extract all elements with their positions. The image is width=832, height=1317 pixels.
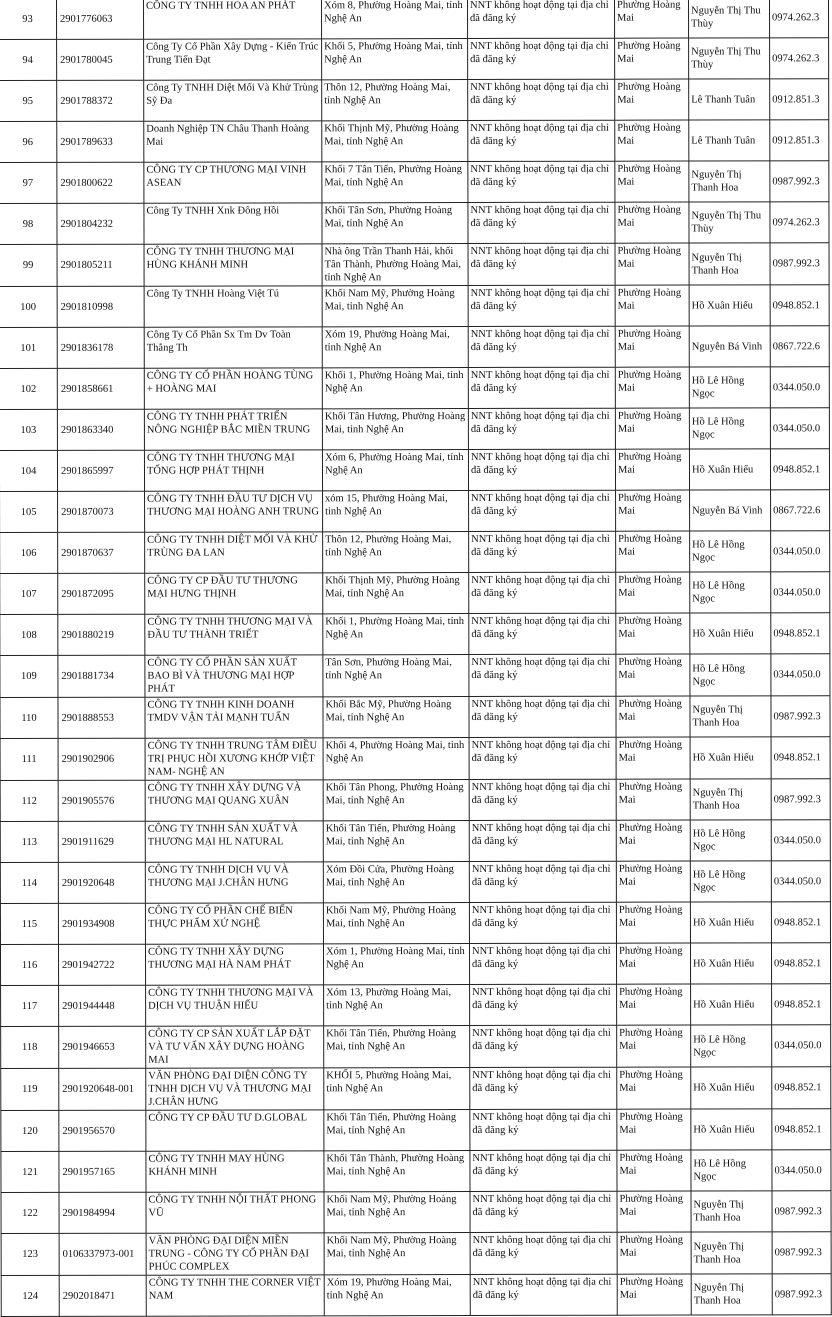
company-name: CÔNG TY TNHH DIỆT MỐI VÀ KHỬ TRÙNG ĐA LAN [145,532,323,573]
officer-phone: 0948.852.1 [771,737,830,779]
table-row [1,984,831,1027]
tax-officer: Hồ Lê Hồng Ngọc [689,408,770,449]
company-name: Công Ty TNHH Hoàng Việt Tú [144,286,322,327]
row-number: 108 [0,614,58,655]
tax-officer: Nguyễn Thị Thanh Hoa [689,243,770,285]
officer-phone: 0867.722.6 [771,490,830,531]
table-row [1,1150,831,1193]
status-note: NNT không hoạt động tại địa chỉ đã đăng ký [468,120,615,161]
table-row [0,449,830,492]
row-number: 123 [1,1233,59,1275]
table-row [0,161,829,204]
tax-officer: Hồ Lê Hồng Ngọc [690,820,771,861]
officer-phone: 0344.050.0 [771,861,830,902]
ward-name: Phường Hoàng Mai [615,38,689,79]
officer-phone: 0948.852.1 [772,1109,831,1150]
officer-phone: 0987.992.3 [771,696,830,737]
tax-code: 2901920648-001 [59,1068,146,1110]
officer-phone: 0974.262.3 [770,38,829,79]
company-name: CÔNG TY TNHH SẢN XUẤT VÀ THƯƠNG MẠI HL NATURAL [145,821,323,862]
ward-name: Phường Hoàng Mai [616,654,690,696]
company-name: CÔNG TY TNHH PHÁT TRIỂN NÔNG NGHIỆP BẮC MIỀN TRUNG [144,409,322,450]
tax-code: 2901810998 [57,286,144,327]
tax-code: 2901858661 [57,368,144,409]
tax-officer: Hồ Xuân Hiếu [690,902,771,943]
tax-officer: Lê Thanh Tuân [689,79,770,120]
ward-name: Phường Hoàng Mai [616,613,690,654]
business-address: Khối Tân Phong, Phường Hoàng Mai, tỉnh Nghệ An [323,780,469,821]
status-note: NNT không hoạt động tại địa chỉ đã đăng ký [469,861,616,902]
company-name: CÔNG TY TNHH DỊCH VỤ VÀ THƯƠNG MẠI J.CHÂN HƯNG [145,862,323,903]
tax-officer: Hồ Xuân Hiếu [689,449,770,490]
tax-code: 2901780045 [57,39,144,80]
status-note: NNT không hoạt động tại địa chỉ đã đăng ký [470,984,617,1025]
row-number: 107 [0,573,58,614]
ward-name: Phường Hoàng Mai [616,820,690,861]
tax-code: 2901776063 [57,0,144,39]
tax-code: 2901863340 [57,409,144,450]
officer-phone: 0344.050.0 [770,367,829,408]
status-note: NNT không hoạt động tại địa chỉ đã đăng ký [470,1109,617,1150]
tax-code: 2901957165 [59,1151,146,1192]
officer-phone: 0344.050.0 [771,572,830,613]
row-number: 103 [0,409,57,450]
tax-officer: Hồ Xuân Hiếu [689,285,770,326]
business-address: Khối Tân Thành, Phường Hoàng Mai, tỉnh Nghệ An [324,1151,470,1192]
row-number: 116 [0,944,58,985]
tax-officer: Hồ Lê Hồng Ngọc [691,1025,772,1067]
tax-officer: Lê Thanh Tuân [689,120,770,161]
officer-phone: 0344.050.0 [771,654,830,696]
company-name: CÔNG TY CP ĐẦU TƯ THƯƠNG MẠI HƯNG THỊNH [145,573,323,614]
row-number: 94 [0,39,57,80]
row-number: 121 [1,1151,59,1192]
company-name: CÔNG TY TNHH TRUNG TÂM ĐIỀU TRỊ PHỤC HỒI XƯƠNG KHỚP VIỆT NAM- NGHỆ AN [145,738,323,780]
officer-phone: 0987.992.3 [772,1232,831,1274]
company-name: CÔNG TY TNHH KINH DOANH TMDV VẬN TẢI MẠNH TUẤN [145,697,323,738]
business-address: Khối Nam Mỹ, Phường Hoàng Mai, tỉnh Nghệ An [323,903,469,944]
table-row [0,779,830,822]
status-note: NNT không hoạt động tại địa chỉ đã đăng ký [468,202,615,243]
table-row [0,326,829,369]
tax-officer: Hồ Xuân Hiếu [691,1109,772,1150]
business-address: Khối Nam Mỹ, Phường Hoàng Mai, tỉnh Nghệ An [324,1192,470,1233]
business-address: KHỐI 5, Phường Hoàng Mai, tỉnh Nghệ An [324,1068,470,1110]
tax-officer: Nguyễn Thị Thanh Hoa [691,1232,772,1274]
company-name: CÔNG TY CỔ PHẦN HOÀNG TÙNG + HOÀNG MAI [144,368,322,409]
ward-name: Phường Hoàng Mai [616,902,690,943]
company-name: Công Ty Cổ Phần Sx Tm Dv Toàn Thắng Th [144,327,322,368]
business-address: Khối Tân Hương, Phường Hoàng Mai, tỉnh Nghệ An [322,409,468,450]
tax-officer: Hồ Xuân Hiếu [690,943,771,984]
tax-code: 2901881734 [58,655,145,697]
officer-phone: 0344.050.0 [772,1025,831,1067]
ward-name: Phường Hoàng Mai [615,408,689,449]
ward-name: Phường Hoàng Mai [616,572,690,613]
tax-code: 2901888553 [58,697,145,738]
tax-officer: Nguyễn Thị Thanh Hoa [689,161,770,202]
company-name: VĂN PHÒNG ĐẠI DIỆN CÔNG TY TNHH DỊCH VỤ VÀ THƯƠNG MẠI J.CHÂN HƯNG [146,1068,324,1110]
company-name: CÔNG TY TNHH XÂY DỰNG THƯƠNG MẠI HÀ NAM PHÁT [145,944,323,985]
business-address: Khối Tân Sơn, Phường Hoàng Mai, tỉnh Nghệ An [322,203,468,244]
row-number: 114 [0,862,58,903]
tax-code: 2901805211 [57,244,144,286]
business-address: Khối Nam Mỹ, Phường Hoàng Mai, tỉnh Nghệ An [322,286,468,327]
row-number: 120 [1,1110,59,1151]
table-row [0,79,829,122]
row-number: 101 [0,327,57,368]
status-note: NNT không hoạt động tại địa chỉ đã đăng ký [469,531,616,572]
tax-officer: Hồ Lê Hồng Ngọc [689,367,770,408]
tax-code: 2901944448 [59,985,146,1026]
ward-name: Phường Hoàng Mai [615,326,689,367]
business-address: Khối 7 Tân Tiến, Phường Hoàng Mai, tỉnh Nghệ An [322,162,468,203]
status-note: NNT không hoạt động tại địa chỉ đã đăng ký [470,1150,617,1191]
business-address: Khối Tân Tiến, Phường Hoàng Mai, tỉnh Nghệ An [324,1026,470,1068]
ward-name: Phường Hoàng Mai [617,1191,691,1232]
ward-name: Phường Hoàng Mai [617,1150,691,1191]
business-address: Khối 1, Phường Hoàng Mai, tỉnh Nghệ An [323,614,469,655]
table-row [0,654,830,698]
company-name: Doanh Nghiệp TN Châu Thanh Hoàng Mai [144,121,322,162]
tax-code: 2901870073 [58,491,145,532]
business-address: Khối Thịnh Mỹ, Phường Hoàng Mai, tỉnh Nghệ An [323,573,469,614]
ward-name: Phường Hoàng Mai [617,1232,691,1274]
tax-officer: Hồ Lê Hồng Ngọc [690,654,771,696]
status-note: NNT không hoạt động tại địa chỉ đã đăng ký [469,696,616,737]
status-note: NNT không hoạt động tại địa chỉ đã đăng ký [468,38,615,79]
officer-phone: 0987.992.3 [772,1191,831,1232]
tax-officer: Nguyễn Thị Thu Thùy [689,202,770,243]
officer-phone: 0987.992.3 [772,1274,831,1315]
ward-name: Phường Hoàng Mai [616,490,690,531]
row-number: 104 [0,450,58,491]
tax-officer: Hồ Lê Hồng Ngọc [690,861,771,902]
row-number: 115 [0,903,58,944]
tax-officer: Nguyễn Thị Thu Thùy [689,38,770,79]
company-name: CÔNG TY TNHH XÂY DỰNG VÀ THƯƠNG MẠI QUANG XUÂN [145,780,323,821]
business-address: Khối 5, Phường Hoàng Mai, tỉnh Nghệ An [322,39,468,80]
business-address: Xóm Đồi Cửa, Phường Hoàng Mai, tỉnh Nghệ An [323,862,469,903]
status-note: NNT không hoạt động tại địa chỉ đã đăng ký [469,490,616,531]
tax-officer: Nguyễn Bá Vinh [689,326,770,367]
company-name: CÔNG TY TNHH THE CORNER VIỆT NAM [146,1275,324,1316]
row-number: 119 [1,1068,59,1110]
business-address: Nhà ông Trần Thanh Hải, khối Tân Thành, Phường Hoàng Mai, tỉnh Nghệ An [322,244,468,286]
table-row [0,861,830,904]
ward-name: Phường Hoàng Mai [614,0,688,38]
officer-phone: 0948.852.1 [772,984,831,1025]
officer-phone: 0948.852.1 [771,943,830,984]
status-note: NNT không hoạt động tại địa chỉ đã đăng ký [468,79,615,120]
status-note: NNT không hoạt động tại địa chỉ đã đăng ký [470,1191,617,1232]
table-row [1,1274,831,1317]
status-note: NNT không hoạt động tại địa chỉ đã đăng ký [469,737,616,779]
status-note: NNT không hoạt động tại địa chỉ đã đăng ký [469,943,616,984]
ward-name: Phường Hoàng Mai [615,449,689,490]
tax-officer: Nguyễn Thị Thanh Hoa [690,779,771,820]
officer-phone: 0974.262.3 [769,0,828,38]
status-note: NNT không hoạt động tại địa chỉ đã đăng ký [468,367,615,408]
officer-phone: 0867.722.6 [770,326,829,367]
status-note: NNT không hoạt động tại địa chỉ đã đăng ký [468,326,615,367]
status-note: NNT không hoạt động tại địa chỉ đã đăng ký [469,902,616,943]
table-row [0,285,829,328]
officer-phone: 0987.992.3 [770,243,829,285]
status-note: NNT không hoạt động tại địa chỉ đã đăng ký [470,1025,617,1067]
row-number: 117 [1,985,59,1026]
officer-phone: 0344.050.0 [772,1150,831,1191]
table-row [0,902,830,945]
table-row [1,1191,831,1234]
ward-name: Phường Hoàng Mai [616,696,690,737]
tax-officer: Nguyễn Thị Thanh Hoa [690,696,771,737]
business-address: Thôn 12, Phường Hoàng Mai, tỉnh Nghệ An [323,532,469,573]
row-number: 112 [0,780,58,821]
tax-code: 2901911629 [58,821,145,862]
tax-code: 2901788372 [57,80,144,121]
table-row [0,820,830,863]
status-note: NNT không hoạt động tại địa chỉ đã đăng ký [469,820,616,861]
ward-name: Phường Hoàng Mai [615,243,689,285]
row-number: 113 [0,821,58,862]
ward-name: Phường Hoàng Mai [615,161,689,202]
status-note: NNT không hoạt động tại địa chỉ đã đăng ký [468,243,615,285]
tax-code: 2901946653 [59,1026,146,1068]
tax-code: 2901870637 [58,532,145,573]
status-note: NNT không hoạt động tại địa chỉ đã đăng ký [469,572,616,613]
ward-name: Phường Hoàng Mai [615,367,689,408]
status-note: NNT không hoạt động tại địa chỉ đã đăng ký [468,0,615,39]
tax-code: 2901865997 [57,450,144,491]
officer-phone: 0948.852.1 [771,613,830,654]
business-address: Xóm 13, Phường Hoàng Mai, tỉnh Nghệ An [324,985,470,1026]
row-number: 95 [0,80,57,121]
tax-code: 2901836178 [57,327,144,368]
company-name: CÔNG TY TNHH ĐẦU TƯ DỊCH VỤ THƯƠNG MẠI HOÀNG ANH TRUNG [145,491,323,532]
business-address: Khối 4, Phường Hoàng Mai, tỉnh Nghệ An [323,738,469,780]
officer-phone: 0344.050.0 [771,531,830,572]
business-address: Khối Nam Mỹ, Phường Hoàng Mai, tỉnh Nghệ An [324,1233,470,1275]
row-number: 105 [0,491,58,532]
tax-code: 0106337973-001 [59,1233,146,1275]
table-row [1,1109,831,1152]
company-name: CÔNG TY TNHH HOA AN PHÁT [144,0,322,39]
ward-name: Phường Hoàng Mai [615,79,689,120]
ward-name: Phường Hoàng Mai [616,531,690,572]
tax-officer: Nguyễn Thị Thanh Hoa [691,1191,772,1232]
officer-phone: 0948.852.1 [771,902,830,943]
ward-name: Phường Hoàng Mai [617,1025,691,1067]
tax-code: 2901902906 [58,738,145,780]
officer-phone: 0987.992.3 [771,779,830,820]
company-name: CÔNG TY CP ĐẦU TƯ D.GLOBAL [146,1110,324,1151]
status-note: NNT không hoạt động tại địa chỉ đã đăng ký [470,1274,617,1315]
tax-officer: Hồ Lê Hồng Ngọc [690,572,771,613]
business-address: Khối Thịnh Mỹ, Phường Hoàng Mai, tỉnh Nghệ An [322,121,468,162]
ward-name: Phường Hoàng Mai [617,1109,691,1150]
tax-code: 2901804232 [57,203,144,244]
company-name: CÔNG TY TNHH THƯƠNG MẠI TỔNG HỢP PHÁT THỊNH [144,450,322,491]
company-name: Công Ty TNHH Diệt Mối Và Khử Trùng Sỹ Đa [144,80,322,121]
tax-officer: Nguyễn Thị Thanh Hoa [691,1274,772,1315]
ward-name: Phường Hoàng Mai [615,285,689,326]
row-number: 110 [0,697,58,738]
tax-code: 2901934908 [58,903,145,944]
business-address: Khối Tân Tiến, Phường Hoàng Mai, tỉnh Nghệ An [324,1110,470,1151]
table-row [0,737,830,781]
ward-name: Phường Hoàng Mai [615,202,689,243]
status-note: NNT không hoạt động tại địa chỉ đã đăng ký [469,654,616,696]
business-address: Tân Sơn, Phường Hoàng Mai, tỉnh Nghệ An [323,655,469,697]
company-name: CÔNG TY TNHH NỘI THẤT PHONG VŨ [146,1192,324,1233]
table-row [0,120,829,163]
officer-phone: 0948.852.1 [772,1067,831,1109]
ward-name: Phường Hoàng Mai [616,737,690,779]
status-note: NNT không hoạt động tại địa chỉ đã đăng ký [468,161,615,202]
row-number: 100 [0,286,57,327]
tax-officer: Nguyễn Thị Thu Thùy [688,0,769,38]
status-note: NNT không hoạt động tại địa chỉ đã đăng ký [468,408,615,449]
table-row [0,531,830,574]
ward-name: Phường Hoàng Mai [615,120,689,161]
company-name: CÔNG TY TNHH THƯƠNG MẠI VÀ DỊCH VỤ THUẬN HIẾU [146,985,324,1026]
row-number: 109 [0,655,58,697]
table-row [1,1067,831,1111]
status-note: NNT không hoạt động tại địa chỉ đã đăng ký [468,449,615,490]
company-name: VĂN PHÒNG ĐẠI DIỆN MIỀN TRUNG - CÔNG TY CỔ PHẦN ĐẠI PHÚC COMPLEX [146,1233,324,1275]
officer-phone: 0948.852.1 [770,449,829,490]
tax-officer: Hồ Lê Hồng Ngọc [690,531,771,572]
business-address: Khối Tân Tiến, Phường Hoàng Mai, tỉnh Nghệ An [323,821,469,862]
table-row [0,613,830,656]
company-name: CÔNG TY CỔ PHẦN SẢN XUẤT BAO BÌ VÀ THƯƠNG MẠI HỢP PHÁT [145,655,323,697]
table-row [0,408,829,451]
ward-name: Phường Hoàng Mai [617,984,691,1025]
business-address: Xóm 6, Phường Hoàng Mai, tỉnh Nghệ An [322,450,468,491]
status-note: NNT không hoạt động tại địa chỉ đã đăng ký [470,1067,617,1109]
tax-code: 2901984994 [59,1192,146,1233]
table-row [0,0,829,39]
business-address: Thôn 12, Phường Hoàng Mai, tỉnh Nghệ An [322,80,468,121]
table-row [0,490,830,533]
table-row [0,38,829,81]
officer-phone: 0344.050.0 [770,408,829,449]
row-number: 102 [0,368,57,409]
business-address: xóm 15, Phường Hoàng Mai, tỉnh Nghệ An [323,491,469,532]
row-number: 97 [0,162,57,203]
row-number: 111 [0,738,58,780]
tax-code: 2901942722 [58,944,145,985]
ward-name: Phường Hoàng Mai [617,1274,691,1315]
officer-phone: 0987.992.3 [770,161,829,202]
business-address: Khối 1, Phường Hoàng Mai, tỉnh Nghệ An [322,368,468,409]
status-note: NNT không hoạt động tại địa chỉ đã đăng ký [469,779,616,820]
tax-officer: Hồ Xuân Hiếu [690,613,771,654]
ward-name: Phường Hoàng Mai [616,943,690,984]
row-number: 99 [0,244,57,286]
tax-officer: Hồ Xuân Hiếu [691,984,772,1025]
row-number: 98 [0,203,57,244]
tax-code: 2901956570 [59,1110,146,1151]
tax-code: 2901872095 [58,573,145,614]
business-address: Xóm 19, Phường Hoàng Mai, tỉnh Nghệ An [322,327,468,368]
table-row [0,243,829,287]
table-row [0,943,830,986]
tax-officer: Nguyễn Bá Vinh [690,490,771,531]
company-name: Công Ty TNHH Xnk Đông Hồi [144,203,322,244]
ward-name: Phường Hoàng Mai [616,861,690,902]
company-name: CÔNG TY CP THƯƠNG MẠI VINH ASEAN [144,162,322,203]
status-note: NNT không hoạt động tại địa chỉ đã đăng ký [468,285,615,326]
business-address: Xóm 1, Phường Hoàng Mai, tỉnh Nghệ An [323,944,469,985]
tax-code: 2901905576 [58,780,145,821]
tax-officer: Hồ Lê Hồng Ngọc [691,1150,772,1191]
ward-name: Phường Hoàng Mai [617,1067,691,1109]
row-number: 96 [0,121,57,162]
officer-phone: 0974.262.3 [770,202,829,243]
tax-officer: Hồ Xuân Hiếu [690,737,771,779]
table-row [0,202,829,245]
tax-officer: Hồ Xuân Hiếu [691,1067,772,1109]
company-name: CÔNG TY TNHH MAY HÙNG KHÁNH MINH [146,1151,324,1192]
row-number: 93 [0,0,57,39]
status-note: NNT không hoạt động tại địa chỉ đã đăng ký [470,1232,617,1274]
company-name: CÔNG TY CỔ PHẦN CHẾ BIẾN THỰC PHẨM XỨ NGHỆ [145,903,323,944]
officer-phone: 0912.851.3 [770,120,829,161]
row-number: 118 [1,1026,59,1068]
status-note: NNT không hoạt động tại địa chỉ đã đăng ký [469,613,616,654]
tax-code: 2901789633 [57,121,144,162]
officer-phone: 0948.852.1 [770,285,829,326]
tax-code: 2901800622 [57,162,144,203]
table-row [0,572,830,615]
company-name: Công Ty Cổ Phần Xây Dựng - Kiến Trúc Trung Tiến Đạt [144,39,322,80]
officer-phone: 0912.851.3 [770,79,829,120]
company-name: CÔNG TY TNHH THƯƠNG MẠI HÙNG KHÁNH MINH [144,244,322,286]
company-name: CÔNG TY CP SẢN XUẤT LẮP ĐẶT VÀ TƯ VẤN XÂY DỰNG HOÀNG MAI [146,1026,324,1068]
table-row [1,1232,831,1276]
company-name: CÔNG TY TNHH THƯƠNG MẠI VÀ ĐẦU TƯ THÀNH TRIẾT [145,614,323,655]
business-address: Xóm 19, Phường Hoàng Mai, tỉnh Nghệ An [324,1275,470,1316]
row-number: 124 [1,1275,59,1316]
table-row [0,696,830,739]
business-address: Khối Bắc Mỹ, Phường Hoàng Mai, tỉnh Nghệ An [323,697,469,738]
business-address: Xóm 8, Phường Hoàng Mai, tỉnh Nghệ An [322,0,468,39]
tax-code: 2902018471 [59,1275,146,1316]
ward-name: Phường Hoàng Mai [616,779,690,820]
tax-code: 2901920648 [58,862,145,903]
table-row [0,367,829,410]
row-number: 122 [1,1192,59,1233]
officer-phone: 0344.050.0 [771,820,830,861]
table-row [1,1025,831,1069]
tax-code: 2901880219 [58,614,145,655]
row-number: 106 [0,532,58,573]
